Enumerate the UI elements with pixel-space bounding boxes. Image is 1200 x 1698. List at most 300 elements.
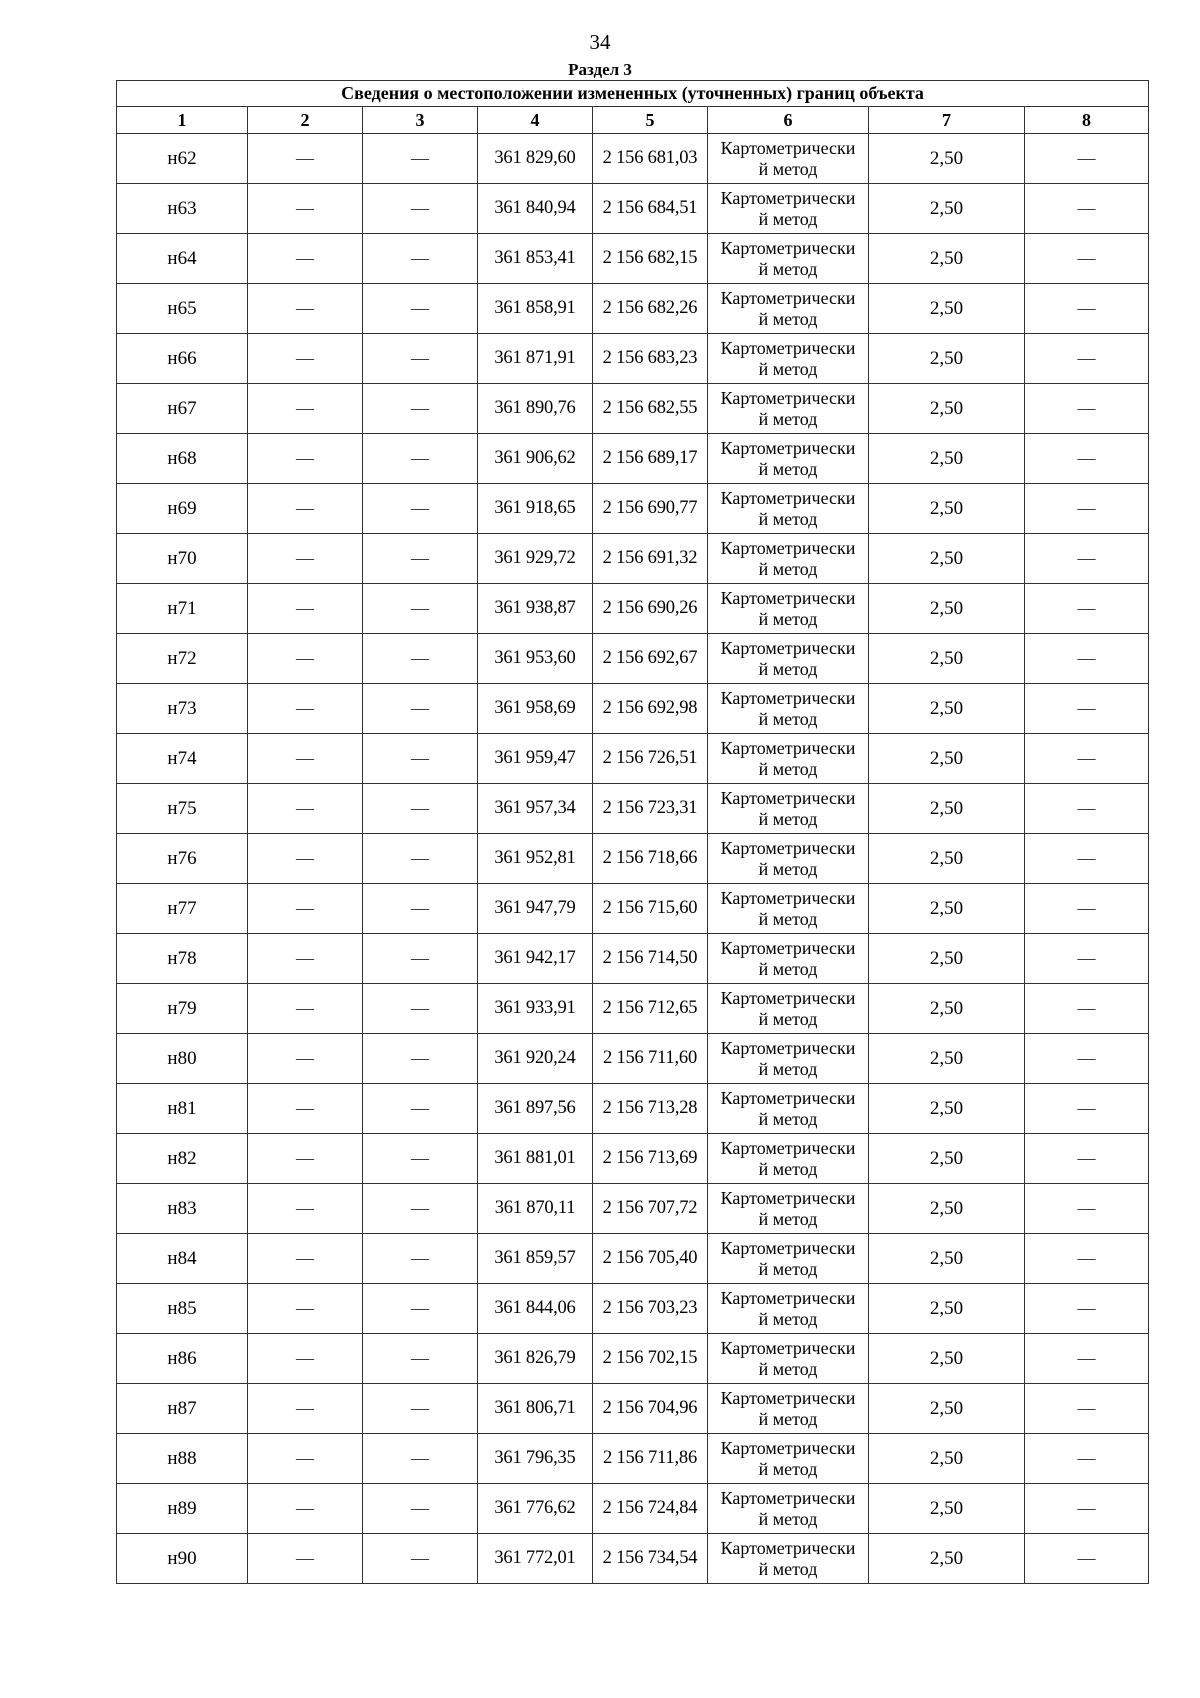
precision-cell: 2,50 xyxy=(869,134,1025,184)
method-text-line-1: Картометрически xyxy=(720,737,856,758)
table-row xyxy=(117,1284,1149,1334)
method-text-line-1: Картометрически xyxy=(720,1187,856,1208)
empty-cell: — xyxy=(248,834,363,884)
method-text-line-2: й метод xyxy=(758,608,818,629)
empty-cell: — xyxy=(363,984,478,1034)
y-coordinate-cell: 2 156 724,84 xyxy=(593,1484,708,1534)
point-cell: н69 xyxy=(117,484,248,534)
table-row xyxy=(117,684,1149,734)
method-text-line-1: Картометрически xyxy=(720,537,856,558)
empty-cell: — xyxy=(1025,584,1149,634)
method-cell xyxy=(708,1384,869,1434)
method-text-line-1: Картометрически xyxy=(720,387,856,408)
method-text-line-1: Картометрически xyxy=(720,687,856,708)
table-row xyxy=(117,1334,1149,1384)
precision-cell: 2,50 xyxy=(869,984,1025,1034)
point-cell: н79 xyxy=(117,984,248,1034)
empty-cell: — xyxy=(248,484,363,534)
method-cell xyxy=(708,834,869,884)
method-text-line-1: Картометрически xyxy=(720,187,856,208)
empty-cell: — xyxy=(1025,284,1149,334)
precision-cell: 2,50 xyxy=(869,1534,1025,1584)
column-number: 1 xyxy=(117,107,248,134)
method-text-line-1: Картометрически xyxy=(720,1087,856,1108)
precision-cell: 2,50 xyxy=(869,584,1025,634)
method-cell xyxy=(708,184,869,234)
method-cell xyxy=(708,234,869,284)
method-text-line-2: й метод xyxy=(758,658,818,679)
empty-cell: — xyxy=(1025,1434,1149,1484)
boundary-table xyxy=(116,80,1149,1584)
precision-cell: 2,50 xyxy=(869,1334,1025,1384)
method-text-line-1: Картометрически xyxy=(720,787,856,808)
empty-cell: — xyxy=(1025,1534,1149,1584)
method-text-line-1: Картометрически xyxy=(720,287,856,308)
precision-cell: 2,50 xyxy=(869,1434,1025,1484)
y-coordinate-cell: 2 156 703,23 xyxy=(593,1284,708,1334)
precision-cell: 2,50 xyxy=(869,484,1025,534)
y-coordinate-cell: 2 156 692,67 xyxy=(593,634,708,684)
precision-cell: 2,50 xyxy=(869,1034,1025,1084)
y-coordinate-cell: 2 156 702,15 xyxy=(593,1334,708,1384)
point-cell: н83 xyxy=(117,1184,248,1234)
x-coordinate-cell: 361 844,06 xyxy=(478,1284,593,1334)
method-text-line-2: й метод xyxy=(758,708,818,729)
method-text-line-2: й метод xyxy=(758,808,818,829)
method-cell xyxy=(708,1534,869,1584)
method-text-line-2: й метод xyxy=(758,1208,818,1229)
empty-cell: — xyxy=(363,684,478,734)
empty-cell: — xyxy=(248,1184,363,1234)
method-text-line-1: Картометрически xyxy=(720,437,856,458)
method-text-line-1: Картометрически xyxy=(720,887,856,908)
method-cell xyxy=(708,484,869,534)
y-coordinate-cell: 2 156 684,51 xyxy=(593,184,708,234)
empty-cell: — xyxy=(363,1134,478,1184)
x-coordinate-cell: 361 829,60 xyxy=(478,134,593,184)
method-cell xyxy=(708,1484,869,1534)
point-cell: н81 xyxy=(117,1084,248,1134)
method-text-line-2: й метод xyxy=(758,1558,818,1579)
method-text-line-1: Картометрически xyxy=(720,637,856,658)
method-cell xyxy=(708,1334,869,1384)
empty-cell: — xyxy=(1025,534,1149,584)
y-coordinate-cell: 2 156 718,66 xyxy=(593,834,708,884)
empty-cell: — xyxy=(1025,184,1149,234)
empty-cell: — xyxy=(363,234,478,284)
method-text-line-2: й метод xyxy=(758,1458,818,1479)
precision-cell: 2,50 xyxy=(869,1484,1025,1534)
precision-cell: 2,50 xyxy=(869,334,1025,384)
table-row xyxy=(117,184,1149,234)
table-row xyxy=(117,1034,1149,1084)
empty-cell: — xyxy=(248,584,363,634)
method-text-line-1: Картометрически xyxy=(720,1137,856,1158)
method-text-line-1: Картометрически xyxy=(720,587,856,608)
method-text-line-1: Картометрически xyxy=(720,1037,856,1058)
precision-cell: 2,50 xyxy=(869,934,1025,984)
table-row xyxy=(117,584,1149,634)
empty-cell: — xyxy=(248,1334,363,1384)
empty-cell: — xyxy=(363,1484,478,1534)
x-coordinate-cell: 361 947,79 xyxy=(478,884,593,934)
column-number: 7 xyxy=(869,107,1025,134)
x-coordinate-cell: 361 772,01 xyxy=(478,1534,593,1584)
method-text-line-2: й метод xyxy=(758,258,818,279)
x-coordinate-cell: 361 881,01 xyxy=(478,1134,593,1184)
empty-cell: — xyxy=(363,184,478,234)
empty-cell: — xyxy=(1025,234,1149,284)
precision-cell: 2,50 xyxy=(869,834,1025,884)
empty-cell: — xyxy=(1025,484,1149,534)
empty-cell: — xyxy=(363,1384,478,1434)
y-coordinate-cell: 2 156 707,72 xyxy=(593,1184,708,1234)
method-text-line-2: й метод xyxy=(758,458,818,479)
point-cell: н71 xyxy=(117,584,248,634)
empty-cell: — xyxy=(248,1534,363,1584)
method-text-line-1: Картометрически xyxy=(720,1537,856,1558)
method-cell xyxy=(708,734,869,784)
y-coordinate-cell: 2 156 691,32 xyxy=(593,534,708,584)
method-text-line-1: Картометрически xyxy=(720,137,856,158)
precision-cell: 2,50 xyxy=(869,1084,1025,1134)
point-cell: н72 xyxy=(117,634,248,684)
y-coordinate-cell: 2 156 714,50 xyxy=(593,934,708,984)
empty-cell: — xyxy=(1025,1084,1149,1134)
precision-cell: 2,50 xyxy=(869,634,1025,684)
point-cell: н80 xyxy=(117,1034,248,1084)
empty-cell: — xyxy=(1025,984,1149,1034)
empty-cell: — xyxy=(1025,834,1149,884)
empty-cell: — xyxy=(1025,1184,1149,1234)
method-text-line-1: Картометрически xyxy=(720,237,856,258)
empty-cell: — xyxy=(1025,1034,1149,1084)
empty-cell: — xyxy=(248,1284,363,1334)
y-coordinate-cell: 2 156 715,60 xyxy=(593,884,708,934)
empty-cell: — xyxy=(363,1334,478,1384)
empty-cell: — xyxy=(363,584,478,634)
empty-cell: — xyxy=(1025,934,1149,984)
method-text-line-2: й метод xyxy=(758,1308,818,1329)
x-coordinate-cell: 361 906,62 xyxy=(478,434,593,484)
empty-cell: — xyxy=(248,1084,363,1134)
column-number: 3 xyxy=(363,107,478,134)
method-text-line-2: й метод xyxy=(758,758,818,779)
empty-cell: — xyxy=(248,234,363,284)
table-row xyxy=(117,1384,1149,1434)
point-cell: н86 xyxy=(117,1334,248,1384)
x-coordinate-cell: 361 840,94 xyxy=(478,184,593,234)
method-cell xyxy=(708,134,869,184)
column-number-row xyxy=(117,107,1149,134)
point-cell: н88 xyxy=(117,1434,248,1484)
empty-cell: — xyxy=(248,284,363,334)
empty-cell: — xyxy=(363,384,478,434)
method-text-line-1: Картометрически xyxy=(720,487,856,508)
x-coordinate-cell: 361 957,34 xyxy=(478,784,593,834)
page-number: 34 xyxy=(589,30,611,54)
x-coordinate-cell: 361 858,91 xyxy=(478,284,593,334)
table-row xyxy=(117,1534,1149,1584)
table-row xyxy=(117,1484,1149,1534)
x-coordinate-cell: 361 806,71 xyxy=(478,1384,593,1434)
point-cell: н84 xyxy=(117,1234,248,1284)
method-cell xyxy=(708,434,869,484)
empty-cell: — xyxy=(1025,1134,1149,1184)
column-number: 6 xyxy=(708,107,869,134)
empty-cell: — xyxy=(1025,884,1149,934)
precision-cell: 2,50 xyxy=(869,184,1025,234)
method-text-line-2: й метод xyxy=(758,1008,818,1029)
precision-cell: 2,50 xyxy=(869,1134,1025,1184)
empty-cell: — xyxy=(248,984,363,1034)
table-row xyxy=(117,1434,1149,1484)
x-coordinate-cell: 361 942,17 xyxy=(478,934,593,984)
empty-cell: — xyxy=(248,134,363,184)
x-coordinate-cell: 361 890,76 xyxy=(478,384,593,434)
column-number: 4 xyxy=(478,107,593,134)
empty-cell: — xyxy=(363,734,478,784)
point-cell: н62 xyxy=(117,134,248,184)
y-coordinate-cell: 2 156 690,77 xyxy=(593,484,708,534)
empty-cell: — xyxy=(248,684,363,734)
x-coordinate-cell: 361 933,91 xyxy=(478,984,593,1034)
method-cell xyxy=(708,584,869,634)
method-cell xyxy=(708,634,869,684)
x-coordinate-cell: 361 859,57 xyxy=(478,1234,593,1284)
empty-cell: — xyxy=(248,784,363,834)
method-cell xyxy=(708,534,869,584)
y-coordinate-cell: 2 156 704,96 xyxy=(593,1384,708,1434)
table-row xyxy=(117,884,1149,934)
table-row xyxy=(117,134,1149,184)
method-cell xyxy=(708,384,869,434)
table-title: Сведения о местоположении измененных (уточненных) границ объекта xyxy=(117,81,1149,107)
precision-cell: 2,50 xyxy=(869,1384,1025,1434)
empty-cell: — xyxy=(248,534,363,584)
x-coordinate-cell: 361 918,65 xyxy=(478,484,593,534)
empty-cell: — xyxy=(363,1284,478,1334)
method-text-line-2: й метод xyxy=(758,1408,818,1429)
table-row xyxy=(117,384,1149,434)
empty-cell: — xyxy=(363,434,478,484)
table-row xyxy=(117,484,1149,534)
empty-cell: — xyxy=(1025,684,1149,734)
table-row xyxy=(117,784,1149,834)
empty-cell: — xyxy=(248,634,363,684)
empty-cell: — xyxy=(1025,734,1149,784)
table-row xyxy=(117,434,1149,484)
point-cell: н66 xyxy=(117,334,248,384)
table-row xyxy=(117,734,1149,784)
method-cell xyxy=(708,1184,869,1234)
precision-cell: 2,50 xyxy=(869,684,1025,734)
empty-cell: — xyxy=(363,784,478,834)
x-coordinate-cell: 361 953,60 xyxy=(478,634,593,684)
table-row xyxy=(117,234,1149,284)
empty-cell: — xyxy=(248,384,363,434)
empty-cell: — xyxy=(363,334,478,384)
x-coordinate-cell: 361 870,11 xyxy=(478,1184,593,1234)
y-coordinate-cell: 2 156 682,26 xyxy=(593,284,708,334)
empty-cell: — xyxy=(363,1234,478,1284)
precision-cell: 2,50 xyxy=(869,1234,1025,1284)
x-coordinate-cell: 361 959,47 xyxy=(478,734,593,784)
y-coordinate-cell: 2 156 723,31 xyxy=(593,784,708,834)
precision-cell: 2,50 xyxy=(869,884,1025,934)
precision-cell: 2,50 xyxy=(869,1284,1025,1334)
method-text-line-2: й метод xyxy=(758,158,818,179)
method-text-line-2: й метод xyxy=(758,1358,818,1379)
point-cell: н68 xyxy=(117,434,248,484)
method-text-line-1: Картометрически xyxy=(720,1437,856,1458)
table-row xyxy=(117,934,1149,984)
y-coordinate-cell: 2 156 683,23 xyxy=(593,334,708,384)
method-text-line-2: й метод xyxy=(758,1158,818,1179)
y-coordinate-cell: 2 156 712,65 xyxy=(593,984,708,1034)
x-coordinate-cell: 361 958,69 xyxy=(478,684,593,734)
method-cell xyxy=(708,1434,869,1484)
table-row xyxy=(117,284,1149,334)
y-coordinate-cell: 2 156 681,03 xyxy=(593,134,708,184)
precision-cell: 2,50 xyxy=(869,284,1025,334)
empty-cell: — xyxy=(248,184,363,234)
empty-cell: — xyxy=(248,334,363,384)
point-cell: н64 xyxy=(117,234,248,284)
empty-cell: — xyxy=(363,884,478,934)
empty-cell: — xyxy=(363,284,478,334)
empty-cell: — xyxy=(1025,134,1149,184)
y-coordinate-cell: 2 156 682,15 xyxy=(593,234,708,284)
point-cell: н74 xyxy=(117,734,248,784)
point-cell: н89 xyxy=(117,1484,248,1534)
empty-cell: — xyxy=(1025,1484,1149,1534)
method-cell xyxy=(708,1234,869,1284)
method-text-line-2: й метод xyxy=(758,508,818,529)
method-text-line-2: й метод xyxy=(758,308,818,329)
column-number: 5 xyxy=(593,107,708,134)
method-cell xyxy=(708,284,869,334)
method-cell xyxy=(708,684,869,734)
method-cell xyxy=(708,1034,869,1084)
point-cell: н65 xyxy=(117,284,248,334)
y-coordinate-cell: 2 156 690,26 xyxy=(593,584,708,634)
precision-cell: 2,50 xyxy=(869,784,1025,834)
column-number: 2 xyxy=(248,107,363,134)
empty-cell: — xyxy=(363,1184,478,1234)
x-coordinate-cell: 361 938,87 xyxy=(478,584,593,634)
point-cell: н76 xyxy=(117,834,248,884)
empty-cell: — xyxy=(248,1384,363,1434)
method-text-line-2: й метод xyxy=(758,208,818,229)
x-coordinate-cell: 361 929,72 xyxy=(478,534,593,584)
empty-cell: — xyxy=(1025,434,1149,484)
x-coordinate-cell: 361 796,35 xyxy=(478,1434,593,1484)
point-cell: н85 xyxy=(117,1284,248,1334)
y-coordinate-cell: 2 156 682,55 xyxy=(593,384,708,434)
method-text-line-2: й метод xyxy=(758,358,818,379)
precision-cell: 2,50 xyxy=(869,384,1025,434)
precision-cell: 2,50 xyxy=(869,234,1025,284)
empty-cell: — xyxy=(1025,1384,1149,1434)
x-coordinate-cell: 361 826,79 xyxy=(478,1334,593,1384)
method-cell xyxy=(708,1084,869,1134)
empty-cell: — xyxy=(363,534,478,584)
method-text-line-1: Картометрически xyxy=(720,1237,856,1258)
empty-cell: — xyxy=(363,484,478,534)
method-text-line-2: й метод xyxy=(758,1258,818,1279)
method-text-line-2: й метод xyxy=(758,558,818,579)
empty-cell: — xyxy=(1025,1334,1149,1384)
x-coordinate-cell: 361 952,81 xyxy=(478,834,593,884)
empty-cell: — xyxy=(1025,784,1149,834)
y-coordinate-cell: 2 156 692,98 xyxy=(593,684,708,734)
method-text-line-1: Картометрически xyxy=(720,937,856,958)
x-coordinate-cell: 361 920,24 xyxy=(478,1034,593,1084)
method-text-line-1: Картометрически xyxy=(720,337,856,358)
y-coordinate-cell: 2 156 726,51 xyxy=(593,734,708,784)
table-row xyxy=(117,834,1149,884)
empty-cell: — xyxy=(363,834,478,884)
empty-cell: — xyxy=(1025,334,1149,384)
point-cell: н87 xyxy=(117,1384,248,1434)
x-coordinate-cell: 361 871,91 xyxy=(478,334,593,384)
method-text-line-2: й метод xyxy=(758,1508,818,1529)
empty-cell: — xyxy=(363,934,478,984)
method-text-line-1: Картометрически xyxy=(720,1287,856,1308)
empty-cell: — xyxy=(363,1034,478,1084)
table-row xyxy=(117,984,1149,1034)
section-title: Раздел 3 xyxy=(568,60,632,79)
method-text-line-2: й метод xyxy=(758,858,818,879)
y-coordinate-cell: 2 156 705,40 xyxy=(593,1234,708,1284)
empty-cell: — xyxy=(248,1484,363,1534)
x-coordinate-cell: 361 897,56 xyxy=(478,1084,593,1134)
empty-cell: — xyxy=(248,1134,363,1184)
column-number: 8 xyxy=(1025,107,1149,134)
method-text-line-1: Картометрически xyxy=(720,1387,856,1408)
method-cell xyxy=(708,1134,869,1184)
method-text-line-2: й метод xyxy=(758,408,818,429)
y-coordinate-cell: 2 156 713,28 xyxy=(593,1084,708,1134)
y-coordinate-cell: 2 156 713,69 xyxy=(593,1134,708,1184)
point-cell: н90 xyxy=(117,1534,248,1584)
method-cell xyxy=(708,984,869,1034)
point-cell: н67 xyxy=(117,384,248,434)
table-row xyxy=(117,1184,1149,1234)
point-cell: н77 xyxy=(117,884,248,934)
x-coordinate-cell: 361 853,41 xyxy=(478,234,593,284)
empty-cell: — xyxy=(248,1034,363,1084)
empty-cell: — xyxy=(363,134,478,184)
table-body xyxy=(117,134,1149,1584)
precision-cell: 2,50 xyxy=(869,1184,1025,1234)
empty-cell: — xyxy=(248,884,363,934)
method-cell xyxy=(708,784,869,834)
point-cell: н73 xyxy=(117,684,248,734)
point-cell: н63 xyxy=(117,184,248,234)
empty-cell: — xyxy=(248,734,363,784)
empty-cell: — xyxy=(1025,1284,1149,1334)
y-coordinate-cell: 2 156 689,17 xyxy=(593,434,708,484)
table-row xyxy=(117,334,1149,384)
table-row xyxy=(117,634,1149,684)
method-text-line-2: й метод xyxy=(758,1108,818,1129)
empty-cell: — xyxy=(1025,1234,1149,1284)
table-row xyxy=(117,1134,1149,1184)
precision-cell: 2,50 xyxy=(869,734,1025,784)
method-text-line-1: Картометрически xyxy=(720,837,856,858)
